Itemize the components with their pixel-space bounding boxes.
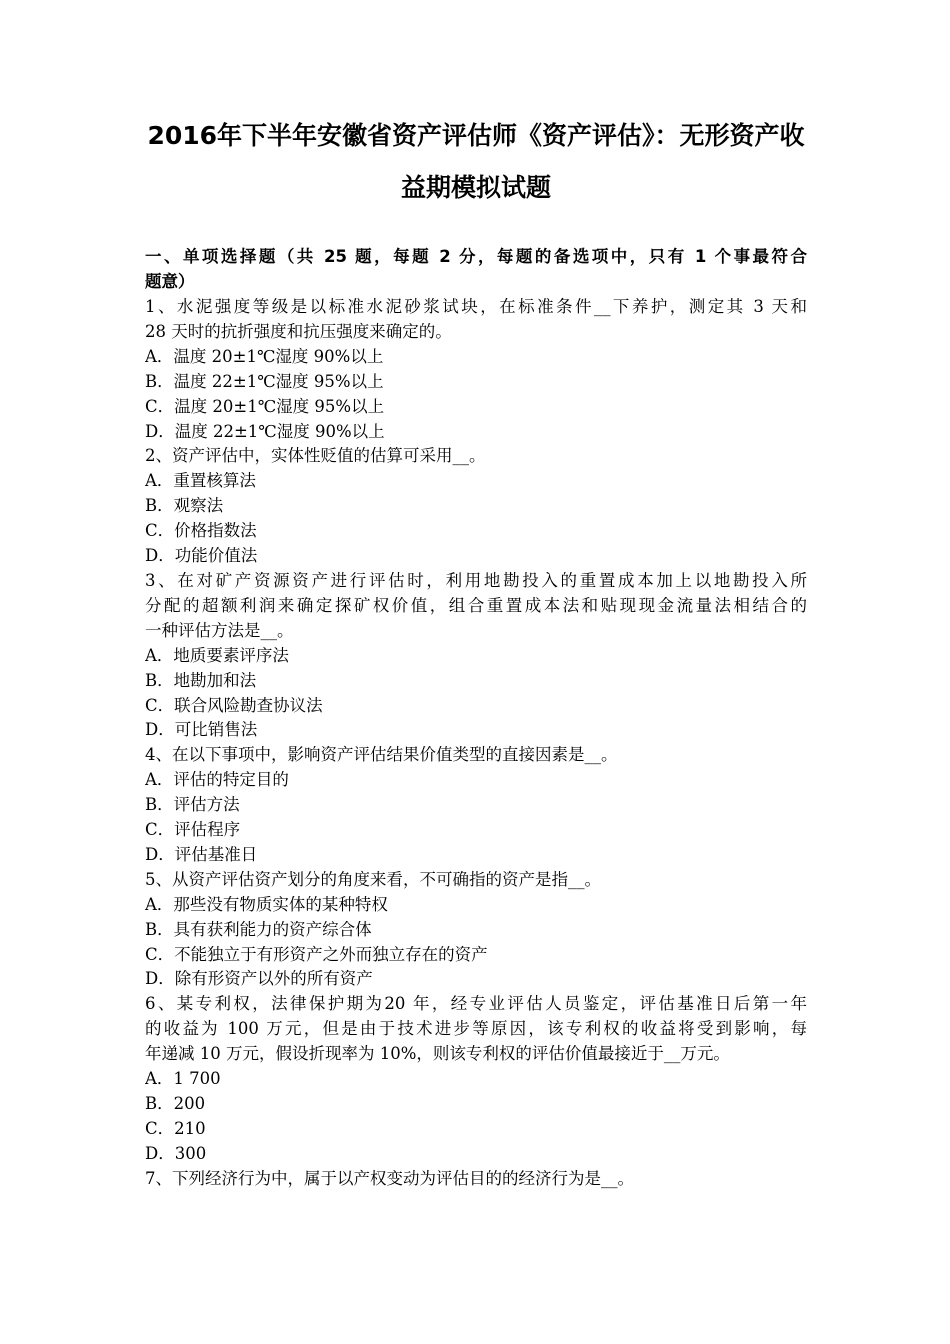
question-stem	[145, 444, 807, 469]
question-stem-line: 一种评估方法是__。	[145, 620, 294, 640]
answer-option: B．200	[145, 1094, 206, 1113]
answer-option: B．评估方法	[145, 795, 240, 815]
question-stem	[145, 295, 807, 345]
answer-option: B．地勘加和法	[145, 670, 257, 690]
answer-option: D．评估基准日	[145, 844, 258, 864]
question-stem-line: 6、某专利权，法律保护期为20 年，经专业评估人员鉴定，评估基准日后第一年	[145, 994, 807, 1014]
answer-option: B．具有获利能力的资产综合体	[145, 919, 372, 939]
question-stem-line: 2、资产评估中，实体性贬值的估算可采用__。	[145, 446, 486, 466]
question-stem	[145, 868, 807, 893]
answer-option: C．210	[145, 1118, 206, 1138]
answer-option: C．联合风险勘查协议法	[145, 695, 323, 715]
answer-option: C．温度 20±1℃湿度 95%以上	[145, 396, 385, 416]
answer-option: A．那些没有物质实体的某种特权	[145, 894, 388, 914]
answer-option: A．地质要素评序法	[145, 645, 289, 665]
document-title-line-1: 2016年下半年安徽省资产评估师《资产评估》：无形资产收	[147, 121, 805, 150]
question-item	[145, 295, 807, 444]
question-item	[145, 992, 807, 1166]
answer-option: A．温度 20±1℃湿度 90%以上	[145, 346, 384, 366]
answer-option: D．300	[145, 1143, 207, 1163]
question-stem-line: 年递减 10 万元，假设折现率为 10%，则该专利权的评估价值最接近于__万元。	[145, 1044, 730, 1064]
document-title-line-2: 益期模拟试题	[400, 173, 551, 202]
answer-option: A．1 700	[145, 1069, 221, 1089]
question-item	[145, 743, 807, 868]
answer-option: D．功能价值法	[145, 546, 258, 566]
question-stem	[145, 743, 807, 768]
question-list	[145, 295, 807, 1192]
answer-option: D．温度 22±1℃湿度 90%以上	[145, 421, 385, 441]
question-stem-line: 的收益为 100 万元，但是由于技术进步等原因，该专利权的收益将受到影响，每	[145, 1019, 807, 1039]
question-item	[145, 444, 807, 569]
question-item	[145, 868, 807, 993]
section-heading-line-1: 一、单项选择题（共 25 题，每题 2 分，每题的备选项中，只有 1 个事最符合	[145, 247, 807, 266]
answer-option: D．可比销售法	[145, 720, 258, 740]
question-stem	[145, 992, 807, 1067]
answer-option: C．评估程序	[145, 820, 241, 840]
section-heading-line-2: 题意）	[145, 271, 195, 291]
question-stem-line: 7、下列经济行为中，属于以产权变动为评估目的的经济行为是__。	[145, 1168, 634, 1188]
question-stem	[145, 1167, 807, 1192]
answer-option: D．除有形资产以外的所有资产	[145, 969, 373, 989]
section-heading	[145, 245, 807, 295]
question-stem-line: 1、水泥强度等级是以标准水泥砂浆试块，在标准条件__下养护，测定其 3 天和	[145, 297, 807, 316]
question-stem	[145, 569, 807, 644]
question-stem-line: 5、从资产评估资产划分的角度来看，不可确指的资产是指__。	[145, 869, 601, 889]
question-stem-line: 3、在对矿产资源资产进行评估时，利用地勘投入的重置成本加上以地勘投入所	[145, 570, 807, 590]
answer-option: A．评估的特定目的	[145, 770, 289, 790]
question-stem-line: 28 天时的抗折强度和抗压强度来确定的。	[145, 321, 452, 341]
answer-option: C．价格指数法	[145, 521, 257, 541]
answer-option: A．重置核算法	[145, 471, 256, 491]
question-stem-line: 分配的超额利润来确定探矿权价值，组合重置成本法和贴现现金流量法相结合的	[145, 595, 807, 615]
answer-option: C．不能独立于有形资产之外而独立存在的资产	[145, 944, 488, 964]
answer-option: B．观察法	[145, 496, 224, 516]
answer-option: B．温度 22±1℃湿度 95%以上	[145, 371, 384, 391]
question-item	[145, 569, 807, 743]
question-stem-line: 4、在以下事项中，影响资产评估结果价值类型的直接因素是__。	[145, 745, 618, 765]
question-item	[145, 1167, 807, 1192]
